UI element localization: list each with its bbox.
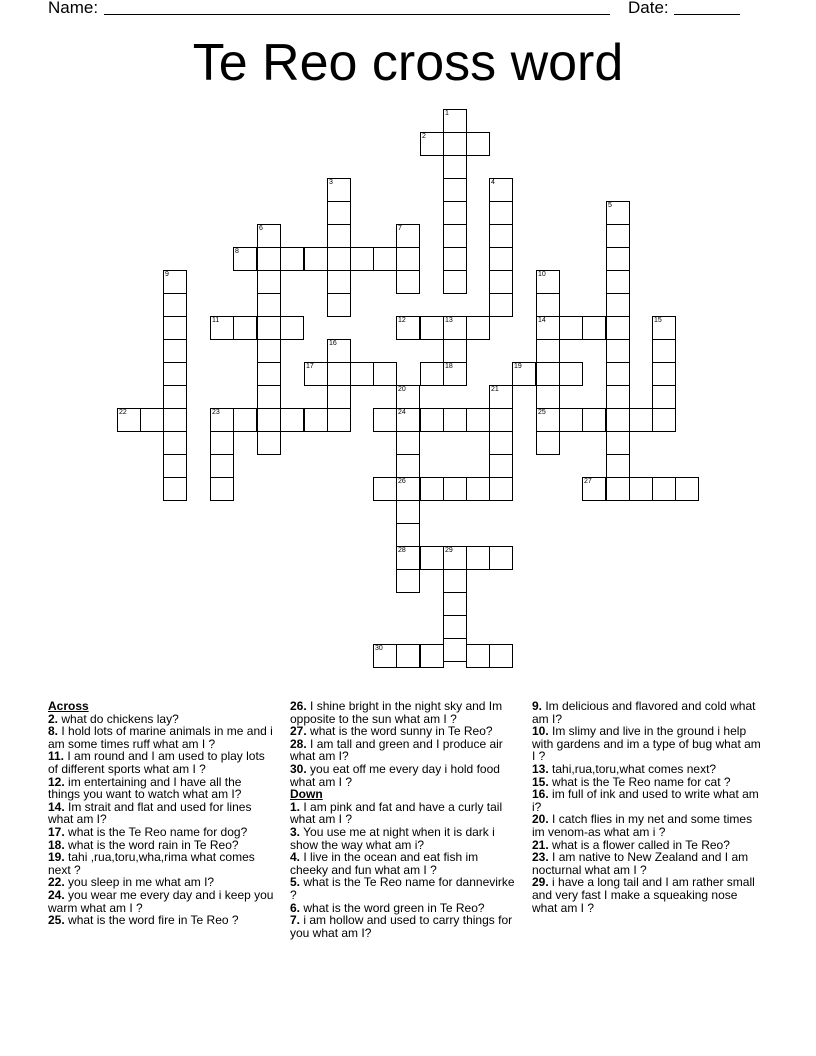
clue-item-number: 22. xyxy=(48,875,65,890)
grid-cell[interactable] xyxy=(327,224,351,248)
clue-number: 17 xyxy=(306,363,314,370)
clue-item-text: you eat off me every day i hold food what am I ? xyxy=(290,761,500,789)
clue-item-number: 8. xyxy=(48,724,59,739)
grid-cell[interactable] xyxy=(396,500,420,524)
clue-item xyxy=(48,914,276,927)
grid-cell[interactable] xyxy=(466,644,490,668)
clue-item-text: You use me at night when it is dark i show the way what am i? xyxy=(290,824,495,852)
grid-cell[interactable] xyxy=(396,316,420,340)
clue-item-number: 28. xyxy=(290,736,307,751)
grid-cell[interactable] xyxy=(489,408,513,432)
clue-item-text: what do chickens lay? xyxy=(58,711,179,726)
grid-cell[interactable] xyxy=(443,638,467,662)
grid-cell[interactable] xyxy=(466,408,490,432)
grid-cell[interactable] xyxy=(466,546,490,570)
grid-cell[interactable] xyxy=(652,477,676,501)
clue-item-text: what is the Te Reo name for cat ? xyxy=(548,774,731,789)
grid-cell[interactable] xyxy=(652,339,676,363)
clue-item-number: 19. xyxy=(48,850,65,865)
grid-cell[interactable] xyxy=(163,385,187,409)
grid-cell[interactable] xyxy=(210,454,234,478)
grid-cell[interactable] xyxy=(396,644,420,668)
clue-item xyxy=(48,725,276,750)
grid-cell[interactable] xyxy=(233,316,257,340)
grid-cell[interactable] xyxy=(606,431,630,455)
date-label: Date: xyxy=(628,0,669,17)
grid-cell[interactable] xyxy=(443,270,467,294)
clue-item-text: tahi,rua,toru,what comes next? xyxy=(548,761,717,776)
clue-number: 18 xyxy=(445,363,453,370)
grid-cell[interactable] xyxy=(373,644,397,668)
grid-cell[interactable] xyxy=(606,247,630,271)
grid-cell[interactable] xyxy=(327,362,351,386)
clue-number: 8 xyxy=(235,248,239,255)
grid-cell[interactable] xyxy=(396,247,420,271)
grid-cell[interactable] xyxy=(652,362,676,386)
clue-item xyxy=(290,801,518,826)
clue-item-text: Im delicious and flavored and cold what am I? xyxy=(532,699,756,726)
grid-cell[interactable] xyxy=(489,224,513,248)
clue-number: 4 xyxy=(491,179,495,186)
grid-cell[interactable] xyxy=(443,224,467,248)
clue-item-number: 15. xyxy=(532,774,549,789)
clue-item-number: 24. xyxy=(48,887,65,902)
grid-cell[interactable] xyxy=(257,224,281,248)
clue-item xyxy=(48,750,276,775)
clue-item-number: 27. xyxy=(290,724,307,739)
clue-item-number: 2. xyxy=(48,711,59,726)
clue-number: 25 xyxy=(538,409,546,416)
clue-number: 24 xyxy=(398,409,406,416)
clue-number: 11 xyxy=(212,317,220,324)
grid-cell[interactable] xyxy=(582,477,606,501)
clue-item-text: I am pink and fat and have a curly tail what am I ? xyxy=(290,799,503,827)
grid-cell[interactable] xyxy=(489,546,513,570)
grid-cell[interactable] xyxy=(280,408,304,432)
grid-cell[interactable] xyxy=(396,546,420,570)
clue-number: 16 xyxy=(329,340,337,347)
grid-cell[interactable] xyxy=(536,293,560,317)
grid-cell[interactable] xyxy=(257,408,281,432)
clue-number: 22 xyxy=(119,409,127,416)
grid-cell[interactable] xyxy=(280,316,304,340)
grid-cell[interactable] xyxy=(443,178,467,202)
clues-column-1 xyxy=(48,700,276,927)
grid-cell[interactable] xyxy=(210,408,234,432)
down-heading: Down xyxy=(290,787,323,802)
clue-item-text: I am tall and green and I produce air what am I? xyxy=(290,736,503,764)
clue-item-text: what is the word sunny in Te Reo? xyxy=(306,724,493,739)
clue-item-number: 6. xyxy=(290,900,301,915)
grid-cell[interactable] xyxy=(443,477,467,501)
grid-cell[interactable] xyxy=(443,615,467,639)
grid-cell[interactable] xyxy=(489,270,513,294)
clue-item-text: what is the word fire in Te Reo ? xyxy=(64,913,239,928)
grid-cell[interactable] xyxy=(304,408,328,432)
grid-cell[interactable] xyxy=(629,408,653,432)
clue-item-number: 23. xyxy=(532,850,549,865)
grid-cell[interactable] xyxy=(420,362,444,386)
grid-cell[interactable] xyxy=(163,408,187,432)
grid-cell[interactable] xyxy=(443,316,467,340)
clue-number: 7 xyxy=(398,225,402,232)
clue-item xyxy=(48,851,276,876)
grid-cell[interactable] xyxy=(443,339,467,363)
grid-cell[interactable] xyxy=(606,385,630,409)
grid-cell[interactable] xyxy=(327,339,351,363)
grid-cell[interactable] xyxy=(327,270,351,294)
grid-cell[interactable] xyxy=(420,132,444,156)
grid-cell[interactable] xyxy=(420,408,444,432)
clue-item xyxy=(532,700,764,725)
clue-number: 6 xyxy=(259,225,263,232)
grid-cell[interactable] xyxy=(443,546,467,570)
grid-cell[interactable] xyxy=(327,408,351,432)
clue-number: 10 xyxy=(538,271,546,278)
clue-item-number: 3. xyxy=(290,824,301,839)
grid-cell[interactable] xyxy=(163,339,187,363)
grid-cell[interactable] xyxy=(489,644,513,668)
grid-cell[interactable] xyxy=(489,385,513,409)
grid-cell[interactable] xyxy=(443,569,467,593)
grid-cell[interactable] xyxy=(373,247,397,271)
grid-cell[interactable] xyxy=(443,132,467,156)
clue-item xyxy=(290,700,518,725)
clue-item-text: im entertaining and I have all the things you want to watch what am I? xyxy=(48,774,242,802)
grid-cell[interactable] xyxy=(536,431,560,455)
grid-cell[interactable] xyxy=(163,431,187,455)
grid-cell[interactable] xyxy=(420,477,444,501)
clue-item-text: Im strait and flat and used for lines what am I? xyxy=(48,799,252,827)
name-label: Name: xyxy=(48,0,99,17)
clue-item-number: 16. xyxy=(532,787,549,802)
clue-item-number: 26. xyxy=(290,699,307,713)
grid-cell[interactable] xyxy=(396,270,420,294)
grid-cell[interactable] xyxy=(327,385,351,409)
clue-number: 28 xyxy=(398,547,406,554)
grid-cell[interactable] xyxy=(675,477,699,501)
grid-cell[interactable] xyxy=(396,408,420,432)
clue-item-text: im full of ink and used to write what am i? xyxy=(532,787,759,814)
clue-item-text: I am native to New Zealand and I am nocturnal what am I ? xyxy=(532,850,749,877)
grid-cell[interactable] xyxy=(606,362,630,386)
grid-cell[interactable] xyxy=(443,592,467,616)
grid-cell[interactable] xyxy=(140,408,164,432)
clue-number: 27 xyxy=(584,478,592,485)
across-heading: Across xyxy=(48,699,89,713)
clue-item xyxy=(532,851,764,876)
clue-item-number: 12. xyxy=(48,774,65,789)
page-title: Te Reo cross word xyxy=(192,34,624,92)
clue-item xyxy=(48,776,276,801)
clue-item xyxy=(48,889,276,914)
clue-item-text: what is the Te Reo name for dannevirke ? xyxy=(290,875,515,902)
clue-item xyxy=(532,788,764,813)
grid-cell[interactable] xyxy=(233,408,257,432)
clue-number: 26 xyxy=(398,478,406,485)
grid-cell[interactable] xyxy=(489,201,513,225)
grid-cell[interactable] xyxy=(536,270,560,294)
clue-item xyxy=(290,851,518,876)
clue-item-text: you sleep in me what am I? xyxy=(64,875,215,890)
grid-cell[interactable] xyxy=(327,293,351,317)
grid-cell[interactable] xyxy=(420,546,444,570)
grid-cell[interactable] xyxy=(257,316,281,340)
grid-cell[interactable] xyxy=(396,569,420,593)
grid-cell[interactable] xyxy=(512,362,536,386)
grid-cell[interactable] xyxy=(443,408,467,432)
clue-item-text: I catch flies in my net and some times im venom-as what am i ? xyxy=(532,812,753,839)
grid-cell[interactable] xyxy=(163,316,187,340)
grid-cell[interactable] xyxy=(489,454,513,478)
clue-number: 21 xyxy=(491,386,499,393)
clue-item xyxy=(532,725,764,763)
clue-item-text: I hold lots of marine animals in me and i am some times ruff what am I ? xyxy=(48,724,273,751)
clue-item-text: what is a flower called in Te Reo? xyxy=(548,837,730,852)
grid-cell[interactable] xyxy=(536,385,560,409)
clue-item-number: 20. xyxy=(532,812,549,827)
grid-cell[interactable] xyxy=(396,523,420,547)
grid-cell[interactable] xyxy=(652,385,676,409)
grid-cell[interactable] xyxy=(396,224,420,248)
clue-item-number: 9. xyxy=(532,699,543,713)
clue-item-number: 13. xyxy=(532,761,549,776)
grid-cell[interactable] xyxy=(350,362,374,386)
clue-item-text: Im slimy and live in the ground i help with gardens and im a type of bug what am I ? xyxy=(532,724,761,764)
grid-cell[interactable] xyxy=(210,316,234,340)
grid-cell[interactable] xyxy=(396,477,420,501)
grid-cell[interactable] xyxy=(117,408,141,432)
grid-cell[interactable] xyxy=(163,477,187,501)
grid-cell[interactable] xyxy=(257,385,281,409)
grid-cell[interactable] xyxy=(304,362,328,386)
grid-cell[interactable] xyxy=(257,362,281,386)
clue-number: 19 xyxy=(514,363,522,370)
clue-item-number: 17. xyxy=(48,824,65,839)
clue-number: 15 xyxy=(654,317,662,324)
clue-number: 5 xyxy=(608,202,612,209)
clue-item-number: 25. xyxy=(48,913,65,928)
clue-item-number: 18. xyxy=(48,837,65,852)
clue-item xyxy=(532,813,764,838)
clue-item xyxy=(48,801,276,826)
clue-item-number: 7. xyxy=(290,913,301,928)
grid-cell[interactable] xyxy=(257,293,281,317)
grid-cell[interactable] xyxy=(327,178,351,202)
grid-cell[interactable] xyxy=(233,247,257,271)
grid-cell[interactable] xyxy=(536,362,560,386)
grid-cell[interactable] xyxy=(280,247,304,271)
grid-cell[interactable] xyxy=(396,431,420,455)
grid-cell[interactable] xyxy=(606,293,630,317)
grid-cell[interactable] xyxy=(536,408,560,432)
clue-item-number: 10. xyxy=(532,724,549,739)
grid-cell[interactable] xyxy=(443,155,467,179)
clue-item xyxy=(290,826,518,851)
clue-number: 9 xyxy=(165,271,169,278)
clue-item xyxy=(290,876,518,901)
grid-cell[interactable] xyxy=(606,270,630,294)
clue-item-text: i am hollow and used to carry things for you what am I? xyxy=(290,913,513,940)
clue-item-text: tahi ,rua,toru,wha,rima what comes next ? xyxy=(48,850,255,877)
grid-cell[interactable] xyxy=(350,247,374,271)
clue-item-text: what is the word green in Te Reo? xyxy=(300,900,485,915)
grid-cell[interactable] xyxy=(489,247,513,271)
grid-cell[interactable] xyxy=(163,293,187,317)
grid-cell[interactable] xyxy=(466,132,490,156)
grid-cell[interactable] xyxy=(396,385,420,409)
clue-number: 23 xyxy=(212,409,220,416)
grid-cell[interactable] xyxy=(420,644,444,668)
clue-number: 29 xyxy=(445,547,453,554)
grid-cell[interactable] xyxy=(163,270,187,294)
clue-number: 30 xyxy=(375,645,383,652)
grid-cell[interactable] xyxy=(606,224,630,248)
clue-item-text: I shine bright in the night sky and Im opposite to the sun what am I ? xyxy=(290,699,503,726)
grid-cell[interactable] xyxy=(257,247,281,271)
clue-number: 20 xyxy=(398,386,406,393)
clue-item xyxy=(290,738,518,763)
grid-cell[interactable] xyxy=(373,362,397,386)
grid-cell[interactable] xyxy=(652,408,676,432)
clue-number: 13 xyxy=(445,317,453,324)
grid-cell[interactable] xyxy=(582,408,606,432)
grid-cell[interactable] xyxy=(606,316,630,340)
grid-cell[interactable] xyxy=(443,201,467,225)
clue-item-text: I live in the ocean and eat fish im cheeky and fun what am I ? xyxy=(290,850,479,877)
grid-cell[interactable] xyxy=(210,477,234,501)
grid-cell[interactable] xyxy=(559,362,583,386)
clue-item xyxy=(290,763,518,788)
grid-cell[interactable] xyxy=(489,431,513,455)
clue-item-number: 21. xyxy=(532,837,549,852)
grid-cell[interactable] xyxy=(327,247,351,271)
grid-cell[interactable] xyxy=(396,454,420,478)
clues-column-2 xyxy=(290,700,518,939)
grid-cell[interactable] xyxy=(257,270,281,294)
grid-cell[interactable] xyxy=(559,408,583,432)
clue-item-text: what is the Te Reo name for dog? xyxy=(64,824,248,839)
clue-item-text: what is the word rain in Te Reo? xyxy=(64,837,239,852)
clue-number: 1 xyxy=(445,110,449,117)
clues-column-3 xyxy=(532,700,764,914)
grid-cell[interactable] xyxy=(443,247,467,271)
clue-number: 3 xyxy=(329,179,333,186)
clue-item-text: you wear me every day and i keep you warm what am I ? xyxy=(48,887,274,915)
grid-cell[interactable] xyxy=(327,201,351,225)
clue-item xyxy=(532,876,764,914)
grid-cell[interactable] xyxy=(629,477,653,501)
clue-item-text: I am round and I am used to play lots of different sports what am I ? xyxy=(48,749,265,776)
clue-item-number: 1. xyxy=(290,799,301,814)
grid-cell[interactable] xyxy=(559,316,583,340)
grid-cell[interactable] xyxy=(489,178,513,202)
clue-number: 12 xyxy=(398,317,406,324)
clue-item xyxy=(290,914,518,939)
grid-cell[interactable] xyxy=(373,408,397,432)
grid-cell[interactable] xyxy=(257,431,281,455)
clue-item-number: 14. xyxy=(48,799,65,814)
clue-item-number: 29. xyxy=(532,875,549,890)
grid-cell[interactable] xyxy=(466,477,490,501)
grid-cell[interactable] xyxy=(606,408,630,432)
grid-cell[interactable] xyxy=(373,477,397,501)
grid-cell[interactable] xyxy=(606,339,630,363)
grid-cell[interactable] xyxy=(606,454,630,478)
grid-cell[interactable] xyxy=(163,362,187,386)
grid-cell[interactable] xyxy=(652,316,676,340)
grid-cell[interactable] xyxy=(443,109,467,133)
grid-cell[interactable] xyxy=(606,201,630,225)
grid-cell[interactable] xyxy=(489,293,513,317)
grid-cell[interactable] xyxy=(210,431,234,455)
clue-item-number: 11. xyxy=(48,749,65,764)
grid-cell[interactable] xyxy=(257,339,281,363)
clue-item-text: i have a long tail and I am rather small and very fast I make a squeaking nose what am I ? xyxy=(532,875,755,915)
grid-cell[interactable] xyxy=(489,477,513,501)
grid-cell[interactable] xyxy=(536,316,560,340)
grid-cell[interactable] xyxy=(443,362,467,386)
clue-number: 14 xyxy=(538,317,546,324)
grid-cell[interactable] xyxy=(304,247,328,271)
clue-number: 2 xyxy=(422,133,426,140)
grid-cell[interactable] xyxy=(163,454,187,478)
clue-item-number: 4. xyxy=(290,850,301,865)
grid-cell[interactable] xyxy=(466,316,490,340)
grid-cell[interactable] xyxy=(420,316,444,340)
grid-cell[interactable] xyxy=(606,477,630,501)
clue-item-number: 5. xyxy=(290,875,301,890)
clue-item-number: 30. xyxy=(290,761,307,776)
grid-cell[interactable] xyxy=(582,316,606,340)
grid-cell[interactable] xyxy=(536,339,560,363)
